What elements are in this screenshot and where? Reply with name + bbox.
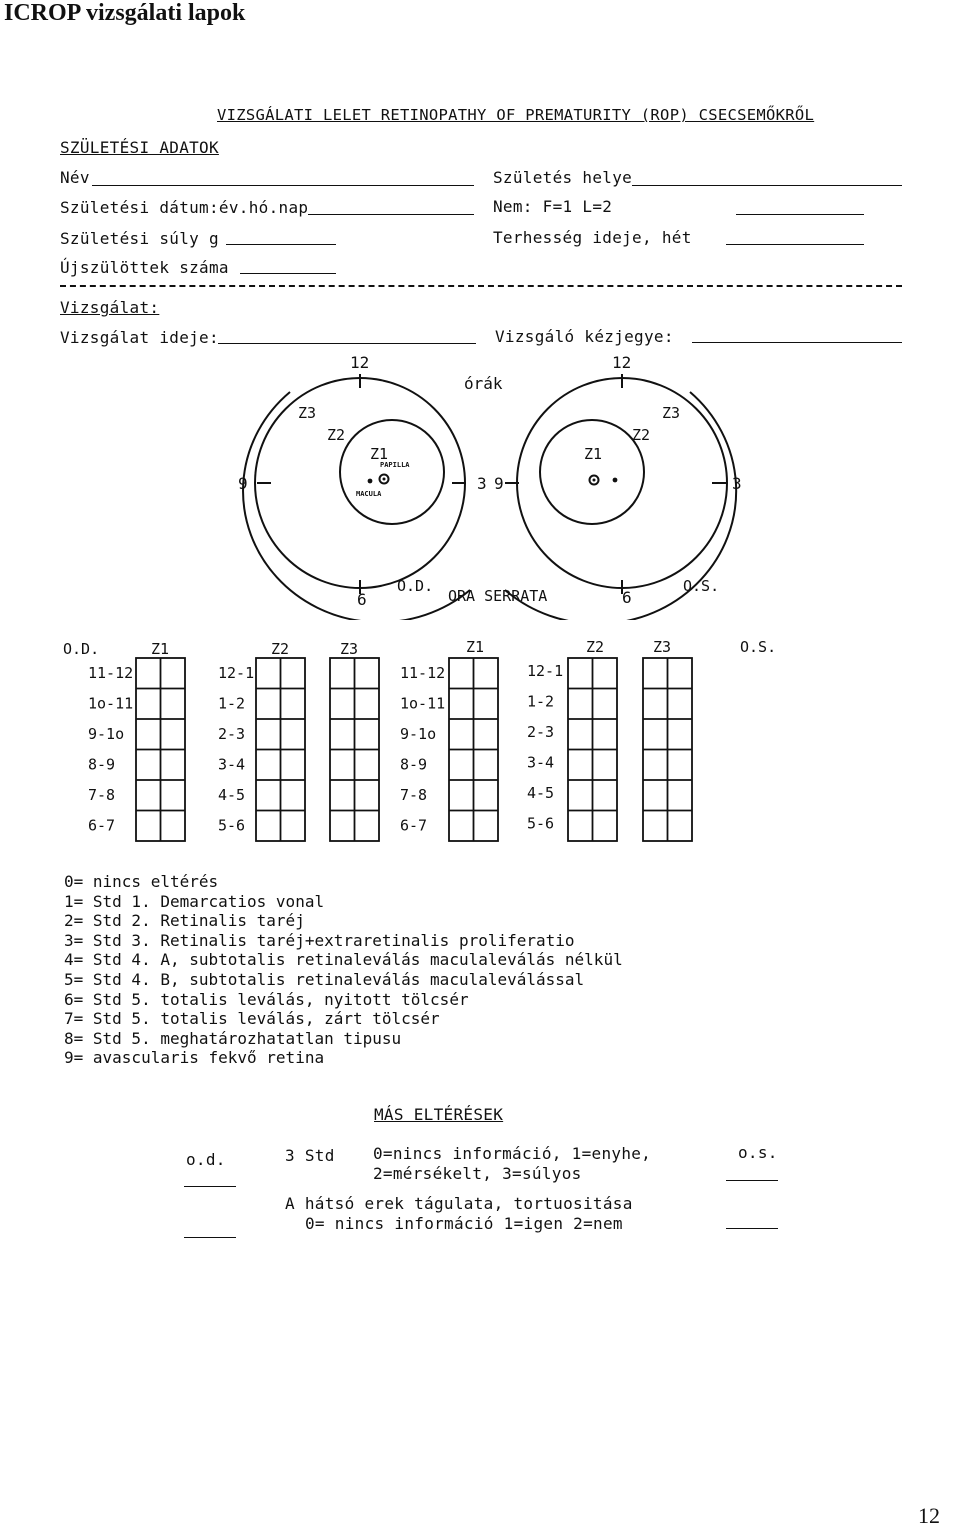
os-zone2-circle — [517, 378, 727, 588]
od-hour-9: 9 — [238, 474, 248, 493]
gestation-label: Terhesség ideje, hét — [493, 228, 692, 247]
exam-time-label: Vizsgálat ideje: — [60, 328, 219, 347]
grid-od-z2-hour-label: 1-2 — [218, 694, 246, 713]
birth-date-label: Születési dátum:év.hó.nap — [60, 198, 309, 217]
legend-item: 9= avascularis fekvő retina — [64, 1048, 325, 1068]
grid-od-z1-header: Z1 — [151, 640, 170, 658]
od-z1-label: Z1 — [370, 445, 389, 463]
exam-section-heading: Vizsgálat: — [60, 298, 160, 317]
page-title: ICROP vizsgálati lapok — [4, 0, 246, 26]
stage-legend — [64, 872, 623, 1068]
other-vessels-line1: A hátsó erek tágulata, tortuositása — [285, 1194, 633, 1213]
od-z1-grid[interactable] — [136, 658, 185, 841]
other-od-label: o.d. — [186, 1150, 226, 1169]
grid-od-z1-hour-label: 11-12 — [88, 664, 134, 682]
od-hour-3: 3 — [477, 474, 487, 493]
os-hour-12: 12 — [612, 353, 632, 372]
os-hour-3: 3 — [732, 474, 742, 493]
legend-item: 1= Std 1. Demarcatios vonal — [64, 891, 325, 911]
legend-item: 7= Std 5. totalis leválás, zárt tölcsér — [64, 1009, 440, 1029]
os-macula-dot-icon — [613, 478, 618, 483]
diagram-od-label: O.D. — [397, 577, 434, 595]
other-scale-line1: 0=nincs információ, 1=enyhe, — [373, 1144, 652, 1163]
grid-od-z2-hour-label: 3-4 — [218, 755, 246, 774]
birth-place-label: Születés helye — [493, 168, 633, 187]
grid-os-z2-hour-label: 5-6 — [527, 814, 555, 833]
grid-os-z3-header: Z3 — [653, 638, 672, 656]
od-z3-grid[interactable] — [330, 658, 379, 841]
grid-os-z2-hour-label: 1-2 — [527, 692, 555, 711]
grid-od-z1-hour-label: 1o-11 — [88, 694, 134, 713]
legend-item: 3= Std 3. Retinalis taréj+extraretinalis proliferatio — [64, 930, 575, 950]
other-os-label: o.s. — [738, 1143, 778, 1162]
legend-item: 8= Std 5. meghatározhatatlan tipusu — [64, 1028, 402, 1048]
grid-os-label: O.S. — [740, 638, 777, 656]
od-macula-label: MACULA — [356, 490, 382, 498]
od-zone2-circle — [255, 378, 465, 588]
legend-item: 5= Std 4. B, subtotalis retinaleválás maculaleválással — [64, 969, 585, 989]
os-z2-grid[interactable] — [568, 658, 617, 841]
os-hour-9: 9 — [494, 474, 504, 493]
grid-os-z2-hour-label: 2-3 — [527, 723, 555, 741]
grid-os-z2-hour-label: 4-5 — [527, 784, 555, 802]
grid-os-z2-hour-label: 12-1 — [527, 662, 564, 680]
grid-os-z1-hour-label: 1o-11 — [400, 694, 446, 713]
grid-os-z2-header: Z2 — [586, 638, 605, 656]
os-zone1-circle — [540, 420, 644, 524]
other-os-vessels-field-line[interactable] — [726, 1228, 778, 1229]
os-z3-grid[interactable] — [643, 658, 692, 841]
sex-label: Nem: F=1 L=2 — [493, 197, 613, 216]
grid-od-label: O.D. — [63, 640, 100, 658]
grid-os-z1-hour-label: 6-7 — [400, 816, 428, 835]
od-zone3-arc — [243, 392, 470, 620]
od-hour-12: 12 — [350, 353, 370, 372]
birth-section-heading: SZÜLETÉSI ADATOK — [60, 138, 219, 157]
grid-od-z2-header: Z2 — [271, 640, 290, 658]
birth-weight-label: Születési súly g — [60, 229, 219, 248]
os-z1-label: Z1 — [584, 445, 603, 463]
os-hour-6: 6 — [622, 588, 632, 607]
legend-item: 6= Std 5. totalis leválás, nyitott tölcsér — [64, 989, 469, 1009]
grid-os-z1-hour-label: 8-9 — [400, 755, 428, 774]
grid-od-z3-header: Z3 — [340, 640, 359, 658]
legend-item: 4= Std 4. A, subtotalis retinaleválás maculaleválás nélkül — [64, 950, 623, 970]
other-std3-label: 3 Std — [285, 1146, 335, 1165]
examiner-signature-label: Vizsgáló kézjegye: — [495, 327, 674, 346]
od-z2-grid[interactable] — [256, 658, 305, 841]
page-number: 12 — [918, 1503, 940, 1528]
os-z3-label: Z3 — [662, 404, 681, 422]
grid-od-z2-hour-label: 4-5 — [218, 786, 246, 804]
od-hour-6: 6 — [357, 590, 367, 609]
other-findings-heading: MÁS ELTÉRÉSEK — [374, 1105, 504, 1124]
grid-od-z2-hour-label: 5-6 — [218, 816, 246, 835]
od-z2-label: Z2 — [327, 426, 346, 444]
other-scale-line2: 2=mérsékelt, 3=súlyos — [373, 1164, 582, 1183]
os-z2-label: Z2 — [632, 426, 651, 444]
grid-od-z2-hour-label: 12-1 — [218, 664, 255, 682]
grid-od-z2-hour-label: 2-3 — [218, 725, 246, 743]
grid-os-z2-hour-label: 3-4 — [527, 753, 555, 772]
other-vessels-line2: 0= nincs információ 1=igen 2=nem — [305, 1214, 623, 1233]
grid-od-z1-hour-label: 8-9 — [88, 755, 116, 774]
diagram-os-label: O.S. — [683, 577, 720, 595]
grid-os-z1-hour-label: 9-1o — [400, 725, 437, 743]
grid-os-z1-hour-label: 7-8 — [400, 786, 428, 804]
other-os-std3-field-line[interactable] — [726, 1180, 778, 1181]
os-z1-grid[interactable] — [449, 658, 498, 841]
hours-label: órák — [464, 374, 503, 393]
od-zone1-circle — [340, 420, 444, 524]
other-od-vessels-field-line[interactable] — [184, 1237, 236, 1238]
newborn-count-label: Újszülöttek száma — [60, 258, 229, 277]
od-z3-label: Z3 — [298, 404, 317, 422]
grid-od-z1-hour-label: 6-7 — [88, 816, 116, 835]
form-title: VIZSGÁLATI LELET RETINOPATHY OF PREMATURITY (ROP) CSECSEMŐKRŐL — [217, 106, 815, 124]
name-label: Név — [60, 168, 90, 187]
staging-grid — [0, 620, 960, 850]
grid-os-z1-header: Z1 — [466, 638, 485, 656]
retina-zone-diagram — [0, 0, 960, 620]
od-papilla-label: PAPILLA — [380, 461, 410, 469]
ora-serrata-label: ORA SERRATA — [448, 587, 548, 605]
od-macula-dot-icon — [368, 479, 373, 484]
grid-od-z1-hour-label: 7-8 — [88, 786, 116, 804]
other-od-std3-field-line[interactable] — [184, 1186, 236, 1187]
legend-item: 0= nincs eltérés — [64, 872, 219, 891]
legend-item: 2= Std 2. Retinalis taréj — [64, 911, 305, 931]
grid-od-z1-hour-label: 9-1o — [88, 725, 125, 743]
grid-os-z1-hour-label: 11-12 — [400, 664, 446, 682]
